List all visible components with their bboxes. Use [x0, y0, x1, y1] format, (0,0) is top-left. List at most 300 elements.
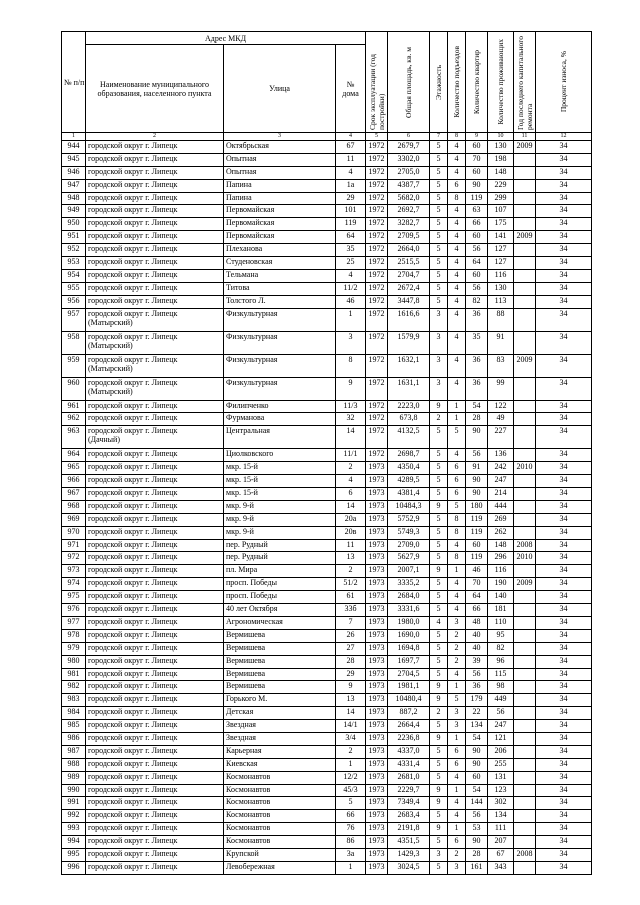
municipality-text: городской округ г. Липецк: [88, 192, 178, 202]
cell-last-repair: [514, 377, 536, 400]
cell-apartments: 90: [466, 426, 488, 449]
cell-last-repair: [514, 526, 536, 539]
table-row: [62, 231, 592, 244]
cell-wear: 34: [536, 848, 592, 861]
cell-no: 988: [62, 758, 86, 771]
cell-municipality: [86, 377, 224, 400]
column-number: 1: [62, 133, 86, 141]
cell-last-repair: [514, 784, 536, 797]
cell-floors: 3: [430, 377, 448, 400]
cell-floors: 5: [430, 539, 448, 552]
cell-apartments: 179: [466, 694, 488, 707]
cell-wear: 34: [536, 244, 592, 257]
table-row: [62, 282, 592, 295]
cell-apartments: 134: [466, 720, 488, 733]
cell-floors: 5: [430, 578, 448, 591]
cell-house: 29: [336, 192, 366, 205]
cell-no: 972: [62, 552, 86, 565]
cell-last-repair: [514, 720, 536, 733]
col-header-residents: [488, 32, 514, 133]
cell-street: Космонавтов: [224, 810, 336, 823]
cell-entrances: 6: [448, 462, 466, 475]
municipality-text: городской округ г. Липецк: [88, 244, 178, 254]
cell-wear: 34: [536, 655, 592, 668]
cell-entrances: 2: [448, 655, 466, 668]
cell-area: 2709,0: [388, 539, 430, 552]
cell-municipality: [86, 578, 224, 591]
cell-residents: 116: [488, 269, 514, 282]
cell-street: Детская: [224, 707, 336, 720]
cell-floors: 5: [430, 141, 448, 154]
cell-residents: 91: [488, 331, 514, 354]
cell-year: 1972: [366, 449, 388, 462]
cell-wear: 34: [536, 308, 592, 331]
municipality-text: городской округ г. Липецк: [88, 295, 178, 305]
municipality-text: городской округ г. Липецк: [88, 462, 178, 472]
cell-house: 119: [336, 218, 366, 231]
municipality-text: городской округ г. Липецк: [88, 681, 178, 691]
cell-apartments: 28: [466, 848, 488, 861]
table-row: [62, 707, 592, 720]
cell-municipality: [86, 707, 224, 720]
cell-wear: 34: [536, 192, 592, 205]
cell-house: 11/3: [336, 400, 366, 413]
cell-area: 3335,2: [388, 578, 430, 591]
cell-apartments: 53: [466, 823, 488, 836]
cell-no: 953: [62, 257, 86, 270]
cell-municipality: [86, 526, 224, 539]
municipality-text: городской округ г. Липецк: [88, 578, 178, 588]
cell-street: Филипченко: [224, 400, 336, 413]
cell-house: 8: [336, 354, 366, 377]
cell-year: 1973: [366, 694, 388, 707]
cell-no: 947: [62, 179, 86, 192]
cell-wear: 34: [536, 449, 592, 462]
table-row: [62, 400, 592, 413]
cell-house: 14/1: [336, 720, 366, 733]
cell-year: 1973: [366, 848, 388, 861]
cell-year: 1973: [366, 681, 388, 694]
cell-street: Космонавтов: [224, 771, 336, 784]
cell-wear: 34: [536, 707, 592, 720]
cell-entrances: 6: [448, 745, 466, 758]
municipality-text: городской округ г. Липецк: [88, 141, 178, 150]
cell-last-repair: [514, 707, 536, 720]
cell-apartments: 36: [466, 377, 488, 400]
cell-year: 1972: [366, 179, 388, 192]
cell-street: пл. Мира: [224, 565, 336, 578]
column-number: 3: [224, 133, 336, 141]
cell-area: 3447,8: [388, 295, 430, 308]
municipality-text: городской округ г. Липецк: [88, 552, 178, 562]
cell-last-repair: 2008: [514, 848, 536, 861]
cell-year: 1973: [366, 500, 388, 513]
table-row: [62, 354, 592, 377]
cell-entrances: 4: [448, 218, 466, 231]
cell-entrances: 4: [448, 797, 466, 810]
cell-municipality: [86, 616, 224, 629]
column-number: 7: [430, 133, 448, 141]
cell-house: 3/4: [336, 732, 366, 745]
cell-area: 673,8: [388, 413, 430, 426]
municipality-text: городской округ г. Липецк: [88, 354, 178, 364]
cell-no: 954: [62, 269, 86, 282]
cell-apartments: 82: [466, 295, 488, 308]
cell-house: 32: [336, 413, 366, 426]
cell-residents: 269: [488, 513, 514, 526]
cell-house: 11/1: [336, 449, 366, 462]
cell-wear: 34: [536, 295, 592, 308]
cell-residents: 207: [488, 836, 514, 849]
table-row: [62, 500, 592, 513]
cell-street: Физкультурная: [224, 331, 336, 354]
cell-street: Первомайская: [224, 231, 336, 244]
cell-wear: 34: [536, 861, 592, 874]
cell-street: Космонавтов: [224, 836, 336, 849]
cell-apartments: 90: [466, 745, 488, 758]
cell-entrances: 3: [448, 861, 466, 874]
municipality-text: городской округ г. Липецк: [88, 153, 178, 163]
cell-residents: 206: [488, 745, 514, 758]
cell-area: 2515,5: [388, 257, 430, 270]
cell-floors: 5: [430, 810, 448, 823]
municipality-text: городской округ г. Липецк: [88, 745, 178, 755]
cell-house: 26: [336, 629, 366, 642]
cell-entrances: 4: [448, 308, 466, 331]
cell-area: 3024,5: [388, 861, 430, 874]
cell-area: 4337,0: [388, 745, 430, 758]
cell-year: 1973: [366, 629, 388, 642]
table-row: [62, 257, 592, 270]
cell-entrances: 4: [448, 231, 466, 244]
cell-house: 25: [336, 257, 366, 270]
cell-floors: 5: [430, 153, 448, 166]
cell-area: 5682,0: [388, 192, 430, 205]
cell-municipality: [86, 449, 224, 462]
cell-area: 4331,4: [388, 758, 430, 771]
cell-no: 966: [62, 475, 86, 488]
cell-street: мкр. 9-й: [224, 526, 336, 539]
registry-table-wrapper: [61, 31, 592, 875]
cell-street: Космонавтов: [224, 784, 336, 797]
table-row: [62, 836, 592, 849]
cell-house: 13: [336, 552, 366, 565]
cell-year: 1973: [366, 810, 388, 823]
cell-entrances: 4: [448, 141, 466, 154]
cell-no: 951: [62, 231, 86, 244]
cell-entrances: 4: [448, 331, 466, 354]
cell-wear: 34: [536, 354, 592, 377]
cell-entrances: 4: [448, 354, 466, 377]
cell-residents: 56: [488, 707, 514, 720]
cell-year: 1973: [366, 797, 388, 810]
cell-house: 3а: [336, 848, 366, 861]
cell-year: 1972: [366, 354, 388, 377]
cell-floors: 5: [430, 552, 448, 565]
column-number: 8: [448, 133, 466, 141]
cell-last-repair: [514, 179, 536, 192]
cell-street: Агрономическая: [224, 616, 336, 629]
cell-residents: 123: [488, 784, 514, 797]
col-header-entrances: [448, 32, 466, 133]
cell-apartments: 90: [466, 475, 488, 488]
cell-floors: 5: [430, 758, 448, 771]
cell-no: 978: [62, 629, 86, 642]
cell-last-repair: [514, 758, 536, 771]
cell-municipality: [86, 413, 224, 426]
cell-residents: 83: [488, 354, 514, 377]
cell-residents: 127: [488, 257, 514, 270]
cell-municipality: [86, 308, 224, 331]
cell-year: 1973: [366, 604, 388, 617]
table-row: [62, 642, 592, 655]
cell-wear: 34: [536, 591, 592, 604]
cell-municipality: [86, 192, 224, 205]
cell-wear: 34: [536, 462, 592, 475]
cell-year: 1972: [366, 244, 388, 257]
cell-apartments: 56: [466, 244, 488, 257]
cell-house: 29: [336, 668, 366, 681]
cell-last-repair: [514, 500, 536, 513]
col-header-area: [388, 32, 430, 133]
cell-year: 1972: [366, 282, 388, 295]
cell-year: 1973: [366, 539, 388, 552]
cell-last-repair: [514, 269, 536, 282]
cell-entrances: 2: [448, 642, 466, 655]
cell-street: Циолковского: [224, 449, 336, 462]
cell-house: 14: [336, 707, 366, 720]
cell-municipality: [86, 179, 224, 192]
cell-street: мкр. 15-й: [224, 475, 336, 488]
cell-area: 5752,9: [388, 513, 430, 526]
cell-residents: 122: [488, 400, 514, 413]
table-row: [62, 681, 592, 694]
cell-wear: 34: [536, 141, 592, 154]
cell-street: Вермишева: [224, 642, 336, 655]
cell-no: 961: [62, 400, 86, 413]
cell-street: Киевская: [224, 758, 336, 771]
cell-residents: 130: [488, 282, 514, 295]
cell-entrances: 6: [448, 179, 466, 192]
cell-residents: 88: [488, 308, 514, 331]
settlement-text: (Дачный): [88, 435, 120, 445]
cell-apartments: 144: [466, 797, 488, 810]
cell-wear: 34: [536, 784, 592, 797]
table-row: [62, 629, 592, 642]
cell-entrances: 6: [448, 836, 466, 849]
cell-year: 1973: [366, 784, 388, 797]
cell-residents: 449: [488, 694, 514, 707]
cell-no: 989: [62, 771, 86, 784]
cell-street: Плеханова: [224, 244, 336, 257]
cell-year: 1972: [366, 231, 388, 244]
cell-last-repair: [514, 616, 536, 629]
cell-entrances: 8: [448, 526, 466, 539]
municipality-text: городской округ г. Липецк: [88, 231, 178, 241]
cell-area: 10484,3: [388, 500, 430, 513]
municipality-text: городской округ г. Липецк: [88, 797, 178, 807]
cell-municipality: [86, 655, 224, 668]
cell-year: 1973: [366, 823, 388, 836]
cell-street: мкр. 9-й: [224, 513, 336, 526]
cell-no: 976: [62, 604, 86, 617]
col-header-area-text: Общая площадь, кв. м: [404, 46, 414, 118]
municipality-text: городской округ г. Липецк: [88, 539, 178, 549]
cell-entrances: 4: [448, 771, 466, 784]
cell-area: 3331,6: [388, 604, 430, 617]
cell-area: 7349,4: [388, 797, 430, 810]
cell-last-repair: [514, 668, 536, 681]
cell-residents: 115: [488, 668, 514, 681]
municipality-text: городской округ г. Липецк: [88, 810, 178, 820]
cell-floors: 5: [430, 655, 448, 668]
cell-last-repair: [514, 771, 536, 784]
cell-floors: 5: [430, 836, 448, 849]
cell-no: 959: [62, 354, 86, 377]
cell-wear: 34: [536, 732, 592, 745]
settlement-text: (Матырский): [88, 317, 133, 327]
cell-street: Левобережная: [224, 861, 336, 874]
cell-apartments: 56: [466, 810, 488, 823]
cell-entrances: 1: [448, 823, 466, 836]
cell-municipality: [86, 488, 224, 501]
cell-residents: 141: [488, 231, 514, 244]
cell-municipality: [86, 591, 224, 604]
table-row: [62, 771, 592, 784]
cell-year: 1972: [366, 295, 388, 308]
cell-house: 1: [336, 758, 366, 771]
cell-no: 948: [62, 192, 86, 205]
settlement-text: (Матырский): [88, 340, 133, 350]
cell-no: 994: [62, 836, 86, 849]
cell-residents: 113: [488, 295, 514, 308]
table-row: [62, 797, 592, 810]
cell-no: 950: [62, 218, 86, 231]
cell-wear: 34: [536, 231, 592, 244]
cell-wear: 34: [536, 269, 592, 282]
cell-year: 1973: [366, 475, 388, 488]
cell-residents: 130: [488, 141, 514, 154]
col-header-municipality: Наименование муниципального образования, населенного пункта: [86, 45, 224, 133]
cell-residents: 121: [488, 732, 514, 745]
cell-year: 1973: [366, 745, 388, 758]
cell-residents: 140: [488, 591, 514, 604]
cell-last-repair: [514, 449, 536, 462]
cell-last-repair: [514, 732, 536, 745]
cell-municipality: [86, 784, 224, 797]
municipality-text: городской округ г. Липецк: [88, 694, 178, 704]
cell-apartments: 35: [466, 331, 488, 354]
table-row: [62, 616, 592, 629]
cell-last-repair: [514, 400, 536, 413]
cell-no: 986: [62, 732, 86, 745]
cell-area: 4381,4: [388, 488, 430, 501]
column-number: 4: [336, 133, 366, 141]
cell-residents: 95: [488, 629, 514, 642]
col-header-last-repair-text: Год последнего капитального ремонта: [515, 36, 534, 130]
cell-residents: 96: [488, 655, 514, 668]
cell-municipality: [86, 565, 224, 578]
cell-last-repair: [514, 331, 536, 354]
municipality-text: городской округ г. Липецк: [88, 513, 178, 523]
table-row: [62, 578, 592, 591]
cell-floors: 5: [430, 720, 448, 733]
cell-last-repair: [514, 205, 536, 218]
cell-floors: 9: [430, 694, 448, 707]
cell-year: 1973: [366, 707, 388, 720]
cell-last-repair: [514, 166, 536, 179]
cell-entrances: 1: [448, 784, 466, 797]
cell-street: Опытная: [224, 153, 336, 166]
cell-year: 1973: [366, 642, 388, 655]
cell-apartments: 48: [466, 616, 488, 629]
col-header-year: [366, 32, 388, 133]
cell-street: мкр. 15-й: [224, 462, 336, 475]
cell-house: 14: [336, 426, 366, 449]
cell-no: 952: [62, 244, 86, 257]
municipality-text: городской округ г. Липецк: [88, 475, 178, 485]
cell-wear: 34: [536, 552, 592, 565]
cell-house: 12/2: [336, 771, 366, 784]
cell-house: 28: [336, 655, 366, 668]
cell-wear: 34: [536, 153, 592, 166]
col-header-residents-text: Количество проживающих: [496, 39, 506, 125]
cell-residents: 127: [488, 244, 514, 257]
cell-area: 2705,0: [388, 166, 430, 179]
cell-last-repair: [514, 153, 536, 166]
municipality-text: городской округ г. Липецк: [88, 269, 178, 279]
cell-last-repair: 2010: [514, 552, 536, 565]
municipality-text: городской округ г. Липецк: [88, 179, 178, 189]
cell-apartments: 90: [466, 179, 488, 192]
cell-area: 1980,0: [388, 616, 430, 629]
cell-apartments: 28: [466, 413, 488, 426]
cell-area: 2704,5: [388, 668, 430, 681]
table-row: [62, 655, 592, 668]
cell-residents: 99: [488, 377, 514, 400]
cell-floors: 5: [430, 629, 448, 642]
cell-street: просп. Победы: [224, 591, 336, 604]
table-row: [62, 462, 592, 475]
cell-entrances: 4: [448, 166, 466, 179]
mkd-registry-table: [61, 31, 592, 875]
cell-residents: 242: [488, 462, 514, 475]
cell-last-repair: 2009: [514, 141, 536, 154]
cell-floors: 3: [430, 848, 448, 861]
cell-entrances: 4: [448, 668, 466, 681]
cell-wear: 34: [536, 539, 592, 552]
cell-street: 40 лет Октября: [224, 604, 336, 617]
cell-entrances: 1: [448, 732, 466, 745]
cell-street: Крупской: [224, 848, 336, 861]
cell-last-repair: 2010: [514, 462, 536, 475]
cell-area: 4132,5: [388, 426, 430, 449]
cell-municipality: [86, 426, 224, 449]
cell-entrances: 4: [448, 153, 466, 166]
table-row: [62, 810, 592, 823]
cell-entrances: 4: [448, 449, 466, 462]
cell-apartments: 40: [466, 629, 488, 642]
cell-house: 4: [336, 269, 366, 282]
cell-floors: 5: [430, 642, 448, 655]
cell-last-repair: [514, 218, 536, 231]
cell-wear: 34: [536, 681, 592, 694]
cell-no: 990: [62, 784, 86, 797]
cell-last-repair: [514, 745, 536, 758]
cell-residents: 82: [488, 642, 514, 655]
cell-apartments: 56: [466, 668, 488, 681]
cell-entrances: 4: [448, 591, 466, 604]
